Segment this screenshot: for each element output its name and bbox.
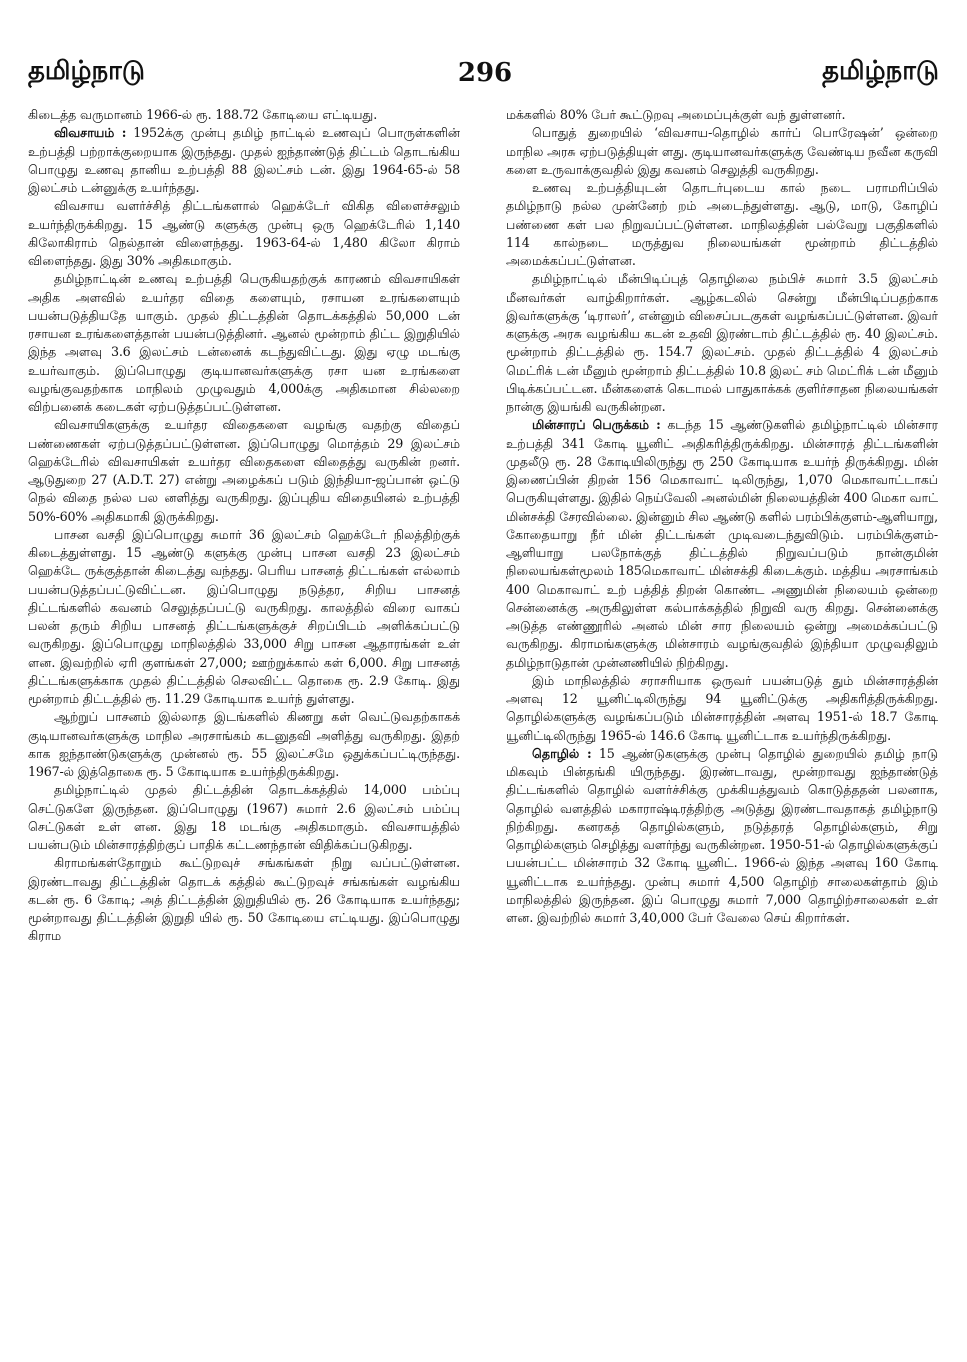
paragraph-text: பொதுத் துறையில் ‘விவசாய-தொழில் கார்ப் பொரேஷன்’ ஒன்றை மாநில அரசு ஏற்படுத்தியுள் ளது. குடியானவர்களுக்கு வேண்டிய நவீன கருவி களை உருவாக்குவதில் இது கவனம் செலுத்தி வருகிறது. <box>506 125 938 177</box>
paragraph-text: இம் மாநிலத்தில் சராசரியாக ஒருவர் பயன்படுத் தும் மின்சாரத்தின் அளவு 12 யூனிட்டிலிருந்து 94 யூனிட்டுக்கு அதிகரித்திருக்கிறது. தொழில்களுக்கு வழங்கப்படும் மின்சாரத்தின் அளவு 1951-ல் 18.7 கோடி யூனிட்டிலிருந்து 1965-ல் 146.6 கோடி யூனிட்டாக உயர்ந்திருக்கிறது. <box>506 672 938 743</box>
paragraph <box>28 124 460 197</box>
paragraph <box>28 708 460 781</box>
page-number: 296 <box>457 58 513 88</box>
paragraph-text: கிராமங்கள்தோறும் கூட்டுறவுச் சங்கங்கள் நிறு வப்பட்டுள்ளன. இரண்டாவது திட்டத்தின் தொடக் கத்தில் கூட்டுறவுச் சங்கங்கள் வழங்கிய கடன் ரூ. 6 கோடி; அத் திட்டத்தின் இறுதியில் ரூ. 26 கோடியாக உயர்ந்தது; மூன்றாவது திட்டத்தின் இறுதி யில் ரூ. 50 கோடியை எட்டியது. இப்பொழுது கிராம <box>28 855 460 944</box>
paragraph <box>28 526 460 709</box>
paragraph-text: தமிழ்நாட்டின் உணவு உற்பத்தி பெருகியதற்குக் காரணம் விவசாயிகள் அதிக அளவில் உயர்தர விதை களையும், ரசாயன உரங்களையும் பயன்படுத்தியதே யாகும். முதல் திட்டத்தின் தொடக்கத்தில் 50,000 டன் ரசாயன உரங்களைத்தான் பயன்படுத்தினர். ஆனல் மூன்றாம் திட்ட இறுதியில் இந்த அளவு 3.6 இலட்சம் டன்னைக் கடந்துவிட்டது. இது ஏழு மடங்கு உயர்வாகும். இப்பொழுது குடியானவர்களுக்கு ரசா யன உரங்களை வழங்குவதற்காக மாநிலம் முழுவதும் 4,000க்கு அதிகமான சில்லறை விற்பனைக் கடைகள் ஏற்படுத்தப்பட்டுள்ளன. <box>28 271 460 414</box>
paragraph <box>506 672 938 745</box>
paragraph-text: விவசாயிகளுக்கு உயர்தர விதைகளை வழங்கு வதற்கு விதைப் பண்ணைகள் ஏற்படுத்தப்பட்டுள்ளன. இப்பொழுது மொத்தம் 29 இலட்சம் ஹெக்டேரில் விவசாயிகள் உயர்தர விதைகளை விதைத்து வருகின் றனர். ஆடுதுறை 27 (A.D.T. 27) என்று அழைக்கப் படும் இந்தியா-ஜப்பான் ஒட்டு நெல் விதை நல்ல பல னளித்து வருகிறது. இப்புதிய விதையினல் உற்பத்தி 50%-60% அதிகமாகி இருக்கிறது. <box>28 417 460 524</box>
paragraph-text: விவசாய வளர்ச்சித் திட்டங்களால் ஹெக்டேர் விகித விளைச்சலும் உயர்ந்திருக்கிறது. 15 ஆண்டு களுக்கு முன்பு ஒரு ஹெக்டேரில் 1,140 கிலோகிராம் நெல்தான் விளைந்தது. 1963-64-ல் 1,480 கிலோ கிராம் விளைந்தது. இது 30% அதிகமாகும். <box>28 198 460 268</box>
paragraph-text: தமிழ்நாட்டில் முதல் திட்டத்தின் தொடக்கத்தில் 14,000 பம்ப்பு செட்டுகளே இருந்தன. இப்பொழுது (1967) சுமார் 2.6 இலட்சம் பம்ப்பு செட்டுகள் உள் ளன. இது 18 மடங்கு அதிகமாகும். விவசாயத்தில் பயன்படும் மின்சாரத்திற்குப் பாதிக் கட்டணந்தான் விதிக்கப்படுகிறது. <box>28 782 460 852</box>
paragraph-text: பாசன வசதி இப்பொழுது சுமார் 36 இலட்சம் ஹெக்டேர் நிலத்திற்குக் கிடைத்துள்ளது. 15 ஆண்டு களுக்கு முன்பு பாசன வசதி 23 இலட்சம் ஹெக்டே ருக்குத்தான் கிடைத்து வந்தது. பெரிய பாசனத் திட்டங்கள் எல்லாம் பயன்படுத்தப்பட்டுவிட்டன. இப்பொழுது நடுத்தர, சிறிய பாசனத் திட்டங்களில் கவனம் செலுத்தப்பட்டு வருகிறது. காலத்தில் விரை வாகப் பலன் தரும் சிறிய பாசனத் திட்டங்களுக்குச் சிறப்பிடம் அளிக்கப்பட்டு வருகிறது. இப்பொழுது மாநிலத்தில் 33,000 சிறு பாசன ஆதாரங்கள் உள் ளன. இவற்றில் ஏரி குளங்கள் 27,000; ஊற்றுக்கால் கள் 6,000. சிறு பாசனத் திட்டங்களுக்காக முதல் திட்டத்தில் செலவிட்ட தொகை ரூ. 2.9 கோடி. இது மூன்றாம் திட்டத்தில் ரூ. 11.29 கோடியாக உயர்ந் துள்ளது. <box>28 526 460 706</box>
running-header-left: தமிழ்நாடு <box>28 56 145 86</box>
paragraph <box>28 854 460 945</box>
paragraph-text: கடந்த 15 ஆண்டுகளில் தமிழ்நாட்டில் மின்சார உற்பத்தி 341 கோடி யூனிட் அதிகரித்திருக்கிறது. மின்சாரத் திட்டங்களின் முதலீடு ரூ. 28 கோடியிலிருந்து ரூ 250 கோடியாக உயர்ந் திருக்கிறது. மின் இணைப்பின் திறன் 156 மெகாவாட் டிலிருந்து, 1,070 மெகாவாட்டாகப் பெருகியுள்ளது. இதில் நெய்வேலி அனல்மின் நிலையத்தின் 400 மெகா வாட் மின்சக்தி சேரவில்லை. இன்னும் சில ஆண்டு களில் பரம்பிக்குளம்-ஆளியாறு, கோதையாறு நீர் மின் திட்டங்கள் முடிவடைந்துவிடும். பரம்பிக்குளம்- ஆளியாறு பலநோக்குத் திட்டத்தில் நிறுவப்படும் நான்குமின் நிலையங்கள்மூலம் 185மெகாவாட் மின்சக்தி கிடைக்கும். மத்திய அரசாங்கம் 400 மெகாவாட் உற் பத்தித் திறன் கொண்ட அணுமின் நிலையம் ஒன்றை சென்னைக்கு அருகிலுள்ள கல்பாக்கத்தில் நிறுவி வரு கிறது. சென்னைக்கு அடுத்த எண்ணூரில் அனல் மின் சார நிலையம் ஒன்று அமைக்கப்பட்டு வருகிறது. கிராமங்களுக்கு மின்சாரம் வழங்குவதில் இந்தியா முழுவதிலும் தமிழ்நாடுதான் முன்னணியில் நிற்கிறது. <box>506 417 938 670</box>
paragraph-text: மக்களில் 80% பேர் கூட்டுறவு அமைப்புக்குள் வந் துள்ளனர். <box>506 107 846 122</box>
paragraph-text: 15 ஆண்டுகளுக்கு முன்பு தொழில் துறையில் தமிழ் நாடு மிகவும் பின்தங்கி யிருந்தது. இரண்டாவது, மூன்றாவது ஐந்தாண்டுத் திட்டங்களில் தொழில் வளர்ச்சிக்கு முக்கியத்துவம் கொடுத்ததன் பலனாக, தொழில் வளத்தில் மகாராஷ்டிரத்திற்கு அடுத்து இரண்டாவதாகத் தமிழ்நாடு நிற்கிறது. கனரகத் தொழில்களும், நடுத்தரத் தொழில்களும், சிறு தொழில்களும் செழித்து வளர்ந்து வருகின்றன. 1950-51-ல் தொழில்களுக்குப் பயன்பட்ட மின்சாரம் 32 கோடி யூனிட். 1966-ல் இந்த அளவு 160 கோடி யூனிட்டாக உயர்ந்தது. முன்பு சுமார் 4,500 தொழிற் சாலைகள்தாம் இம் மாநிலத்தில் இருந்தன. இப் பொழுது சுமார் 7,000 தொழிற்சாலைகள் உள் ளன. இவற்றில் சுமார் 3,40,000 பேர் வேலை செய் கிறார்கள். <box>506 745 938 925</box>
paragraph <box>506 179 938 270</box>
paragraph <box>506 270 938 416</box>
paragraph <box>28 416 460 526</box>
paragraph-text: 1952க்கு முன்பு தமிழ் நாட்டில் உணவுப் பொருள்களின் உற்பத்தி பற்றாக்குறையாக இருந்தது. முதல் ஐந்தாண்டுத் திட்டம் தொடங்கிய பொழுது உணவு தானிய உற்பத்தி 88 இலட்சம் டன். இது 1964-65-ல் 58 இலட்சம் டன்னுக்கு உயர்ந்தது. <box>28 125 460 195</box>
paragraph <box>28 781 460 854</box>
paragraph-text: தமிழ்நாட்டில் மீன்பிடிப்புத் தொழிலை நம்பிச் சுமார் 3.5 இலட்சம் மீனவர்கள் வாழ்கிறார்கள். ஆழ்கடலில் சென்று மீன்பிடிப்பதற்காக இவர்களுக்கு ‘டிராலர்’, என்னும் விசைப்படகுகள் வழங்கப்பட்டுள்ளன. இவர் களுக்கு அரசு வழங்கிய கடன் உதவி இரண்டாம் திட்டத்தில் ரூ. 40 இலட்சம். மூன்றாம் திட்டத்தில் ரூ. 154.7 இலட்சம். முதல் திட்டத்தில் 4 இலட்சம் மெட்ரிக் டன் மீனும் மூன்றாம் திட்டத்தில் 10.8 இலட் சம் மெட்ரிக் டன் மீனும் பிடிக்கப்பட்டன. மீன்களைக் கெடாமல் பாதுகாக்கக் குளிர்சாதன நிலையங்கள் நான்கு இயங்கி வருகின்றன. <box>506 271 938 414</box>
paragraph <box>506 745 938 928</box>
section-heading: விவசாயம் : <box>54 125 127 141</box>
paragraph <box>28 106 460 124</box>
section-heading: மின்சாரப் பெருக்கம் : <box>532 417 661 433</box>
paragraph <box>506 106 938 124</box>
paragraph-text: கிடைத்த வருமானம் 1966-ல் ரூ. 188.72 கோடியை எட்டியது. <box>28 107 378 122</box>
section-heading: தொழில் : <box>532 745 592 761</box>
paragraph-text: ஆற்றுப் பாசனம் இல்லாத இடங்களில் கிணறு கள் வெட்டுவதற்காகக் குடியானவர்களுக்கு மாநில அரசாங்கம் கடனுதவி அளித்து வருகிறது. இதற் காக ஐந்தாண்டுகளுக்கு முன்னல் ரூ. 55 இலட்சமே ஒதுக்கப்பட்டிருந்தது. 1967-ல் இத்தொகை ரூ. 5 கோடியாக உயர்ந்திருக்கிறது. <box>28 709 460 779</box>
running-header-right: தமிழ்நாடு <box>822 56 939 86</box>
right-column <box>506 106 938 1341</box>
paragraph-text: உணவு உற்பத்தியுடன் தொடர்புடைய கால் நடை பராமரிப்பில் தமிழ்நாடு நல்ல முன்னேற் றம் அடைந்துள்ளது. ஆடு, மாடு, கோழிப் பண்ணை கள் பல நிறுவப்பட்டுள்ளன. மாநிலத்தின் பல்வேறு பகுதிகளில் 114 கால்நடை மருத்துவ நிலையங்கள் மூன்றாம் திட்டத்தில் அமைக்கப்பட்டுள்ளன. <box>506 180 938 268</box>
paragraph <box>28 270 460 416</box>
paragraph <box>506 416 938 672</box>
paragraph <box>506 124 938 179</box>
paragraph <box>28 197 460 270</box>
left-column <box>28 106 460 1341</box>
